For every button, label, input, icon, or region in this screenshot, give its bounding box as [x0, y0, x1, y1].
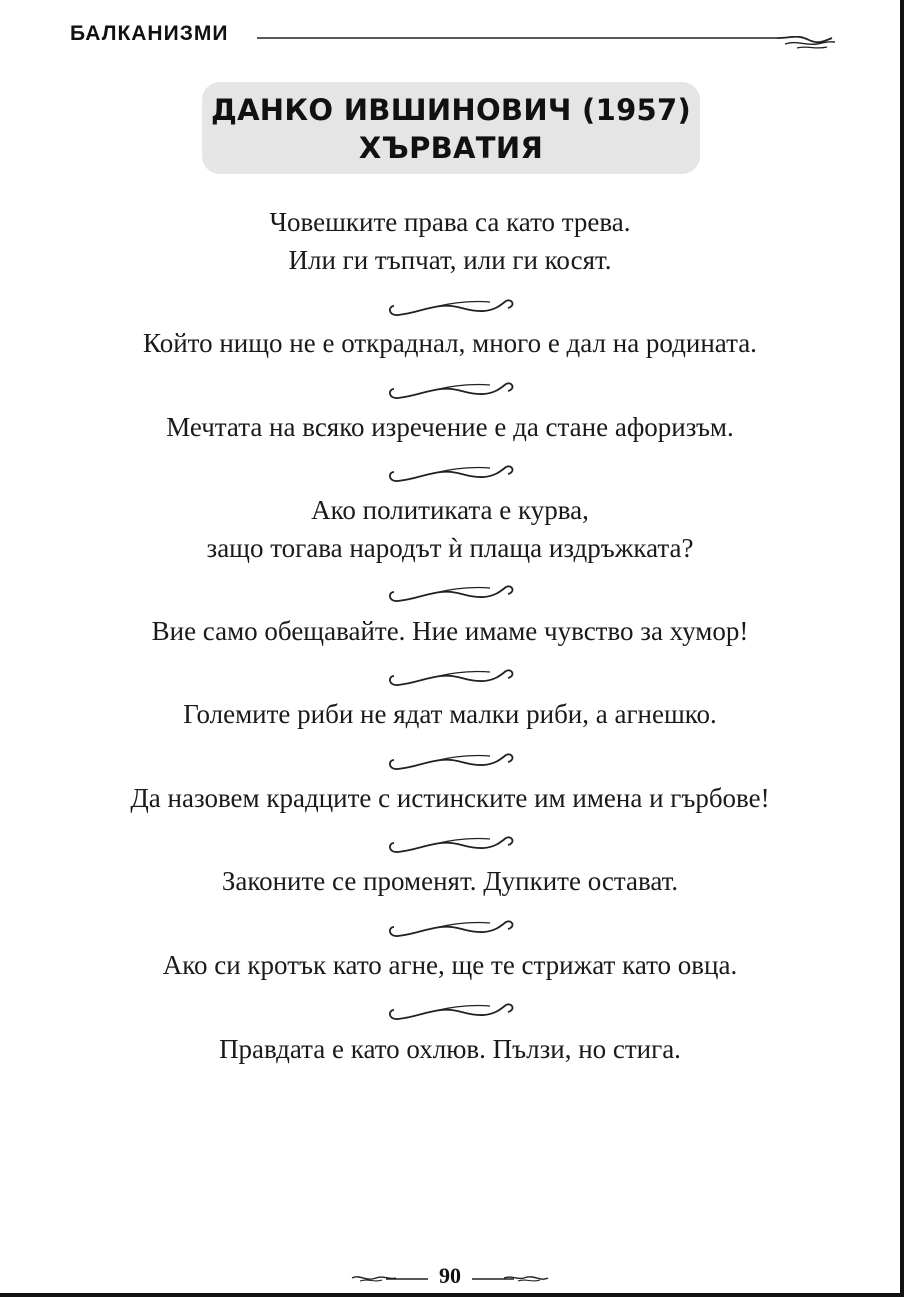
flourish-icon: [386, 379, 516, 405]
running-title: БАЛКАНИЗМИ: [70, 22, 229, 45]
aphorism-line: Или ги тъпчат, или ги косят.: [288, 245, 612, 275]
flourish-icon: [386, 462, 516, 488]
aphorism-line: Ако политиката е курва,: [311, 495, 589, 525]
flourish-icon: [386, 296, 516, 322]
aphorism-line: Законите се променят. Дупките остават.: [221, 866, 679, 896]
aphorism-line: Да назовем крадците с истинските им имена и гърбове!: [130, 783, 770, 813]
author-name-heading: ДАНКО ИВШИНОВИЧ (1957): [210, 93, 692, 127]
aphorism-line: Ако си кротък като агне, ще те стрижат като овца.: [162, 950, 738, 980]
aphorism-10: [0, 1030, 900, 1068]
aphorism-line: Човешките права са като трева.: [269, 207, 631, 237]
aphorism-line: защо тогава народът ѝ плаща издръжката?: [206, 533, 694, 563]
flourish-icon: [386, 750, 516, 776]
aphorism-9: [0, 946, 900, 984]
aphorism-6: [0, 695, 900, 733]
aphorism-line: Правдата е като охлюв. Пълзи, но стига.: [219, 1034, 681, 1064]
flourish-icon: [386, 833, 516, 859]
page-footer: [350, 1262, 550, 1292]
aphorism-line: Който нищо не е откраднал, много е дал на родината.: [143, 328, 757, 358]
flourish-icon: [386, 582, 516, 608]
aphorism-2: [0, 324, 900, 362]
aphorism-line: Големите риби не ядат малки риби, а агнешко.: [183, 699, 717, 729]
page-number: 90: [439, 1263, 461, 1288]
running-header: [70, 22, 840, 48]
aphorism-1: [0, 203, 900, 279]
flourish-icon: [386, 917, 516, 943]
flourish-icon: [386, 1000, 516, 1026]
title-box: [202, 82, 700, 174]
aphorism-8: [0, 862, 900, 900]
aphorism-5: [0, 612, 900, 650]
header-rule-swash-icon: [257, 36, 837, 56]
aphorism-4: [0, 491, 900, 567]
aphorism-7: [0, 779, 900, 817]
right-swash-icon: [470, 1272, 550, 1284]
flourish-icon: [386, 666, 516, 692]
country-heading: ХЪРВАТИЯ: [358, 131, 544, 165]
aphorism-3: [0, 408, 900, 446]
aphorism-line: Вие само обещавайте. Ние имаме чувство за хумор!: [151, 616, 749, 646]
aphorism-line: Мечтата на всяко изречение е да стане афоризъм.: [166, 412, 734, 442]
